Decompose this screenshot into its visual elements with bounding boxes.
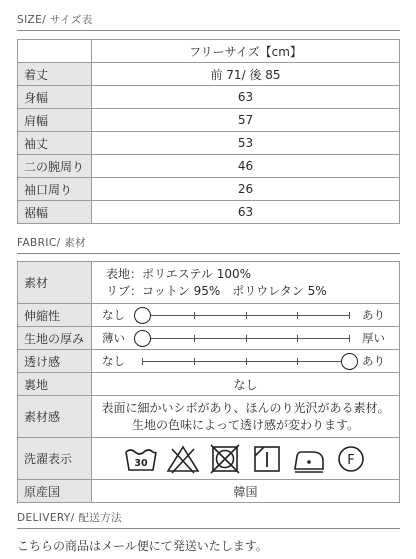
scale-min-label: なし: [102, 308, 125, 322]
scale-tick: [246, 335, 247, 342]
fabric-material-row: [18, 262, 400, 304]
iron-low-icon: [290, 444, 328, 474]
lining-value: なし: [92, 373, 400, 396]
delivery-divider: [17, 528, 400, 529]
fabric-table: [17, 261, 400, 503]
scale-min-label: なし: [102, 354, 125, 368]
size-row: [18, 63, 400, 86]
scale-track: [142, 338, 349, 339]
delivery-note: こちらの商品はメール便にて発送いたします。: [17, 539, 268, 553]
size-row-value: 57: [92, 109, 400, 132]
size-row-value: 63: [92, 201, 400, 224]
material-line-rib: リブ：コットン 95% ポリウレタン 5%: [106, 283, 327, 298]
scale-track: [142, 361, 349, 362]
material-line-outer: 表地：ポリエステル 100%: [106, 266, 252, 281]
scale-max-label: 厚い: [362, 331, 385, 345]
thickness-scale: [92, 327, 400, 350]
fabric-row-label: 生地の厚み: [18, 327, 92, 350]
scale-tick: [349, 312, 350, 319]
fabric-heading: FABRIC/ 素材: [17, 237, 87, 249]
size-row-label: 着丈: [18, 63, 92, 86]
scale-tick: [194, 335, 195, 342]
scale-tick: [246, 358, 247, 365]
fabric-row-label: 伸縮性: [18, 304, 92, 327]
size-row-value: 63: [92, 86, 400, 109]
texture-line: 生地の色味によって透け感が変わります。: [131, 417, 360, 432]
dryclean-letter: F: [346, 452, 355, 468]
no-bleach-icon: [164, 444, 202, 474]
stretch-scale: [92, 304, 400, 327]
scale-tick: [297, 312, 298, 319]
texture-description: [92, 396, 400, 438]
size-row-value: 26: [92, 178, 400, 201]
care-symbols: [92, 438, 400, 480]
fabric-care-row: [18, 438, 400, 480]
fabric-sheer-row: [18, 350, 400, 373]
size-row-value: 46: [92, 155, 400, 178]
dry-clean-f-icon: [332, 444, 370, 474]
size-row: [18, 201, 400, 224]
origin-value: 韓国: [92, 480, 400, 503]
fabric-row-label: 透け感: [18, 350, 92, 373]
sheer-scale: [92, 350, 400, 373]
delivery-heading: DELIVERY/ 配送方法: [17, 512, 122, 524]
scale-indicator: [134, 330, 151, 347]
scale-track: [142, 315, 349, 316]
size-row-label: 袖丈: [18, 132, 92, 155]
wash-30-icon: [122, 444, 160, 474]
scale-tick: [246, 312, 247, 319]
scale-tick: [297, 358, 298, 365]
size-header-row: [18, 40, 400, 63]
fabric-row-label: 素材: [18, 262, 92, 304]
fabric-lining-row: [18, 373, 400, 396]
size-column-header: フリーサイズ【cm】: [92, 40, 400, 63]
wash-temp-label: 30: [133, 457, 148, 469]
size-row: [18, 178, 400, 201]
size-row-label: 身幅: [18, 86, 92, 109]
material-composition: [92, 262, 400, 304]
fabric-row-label: 原産国: [18, 480, 92, 503]
fabric-thickness-row: [18, 327, 400, 350]
scale-indicator: [341, 353, 358, 370]
scale-indicator: [134, 307, 151, 324]
size-divider: [17, 30, 400, 31]
line-dry-shade-icon: [248, 444, 286, 474]
no-tumble-dry-icon: [206, 444, 244, 474]
size-header-empty: [18, 40, 92, 63]
fabric-origin-row: [18, 480, 400, 503]
size-row-label: 二の腕周り: [18, 155, 92, 178]
size-row-value: 前 71/ 後 85: [92, 63, 400, 86]
size-row: [18, 155, 400, 178]
fabric-row-label: 洗濯表示: [18, 438, 92, 480]
size-row-label: 袖口周り: [18, 178, 92, 201]
fabric-row-label: 素材感: [18, 396, 92, 438]
scale-tick: [349, 335, 350, 342]
size-row: [18, 86, 400, 109]
texture-line: 表面に細かいシボがあり、ほんのり光沢がある素材。: [101, 400, 390, 415]
size-heading: SIZE/ サイズ表: [17, 14, 93, 26]
scale-tick: [194, 312, 195, 319]
scale-tick: [194, 358, 195, 365]
fabric-row-label: 裏地: [18, 373, 92, 396]
scale-tick: [142, 358, 143, 365]
size-row: [18, 132, 400, 155]
size-row-label: 裾幅: [18, 201, 92, 224]
size-row-value: 53: [92, 132, 400, 155]
size-table: [17, 39, 400, 224]
scale-min-label: 薄い: [102, 331, 125, 345]
size-row-label: 肩幅: [18, 109, 92, 132]
fabric-texture-row: [18, 396, 400, 438]
scale-max-label: あり: [362, 354, 385, 368]
fabric-stretch-row: [18, 304, 400, 327]
size-row: [18, 109, 400, 132]
fabric-divider: [17, 253, 400, 254]
scale-max-label: あり: [362, 308, 385, 322]
scale-tick: [297, 335, 298, 342]
